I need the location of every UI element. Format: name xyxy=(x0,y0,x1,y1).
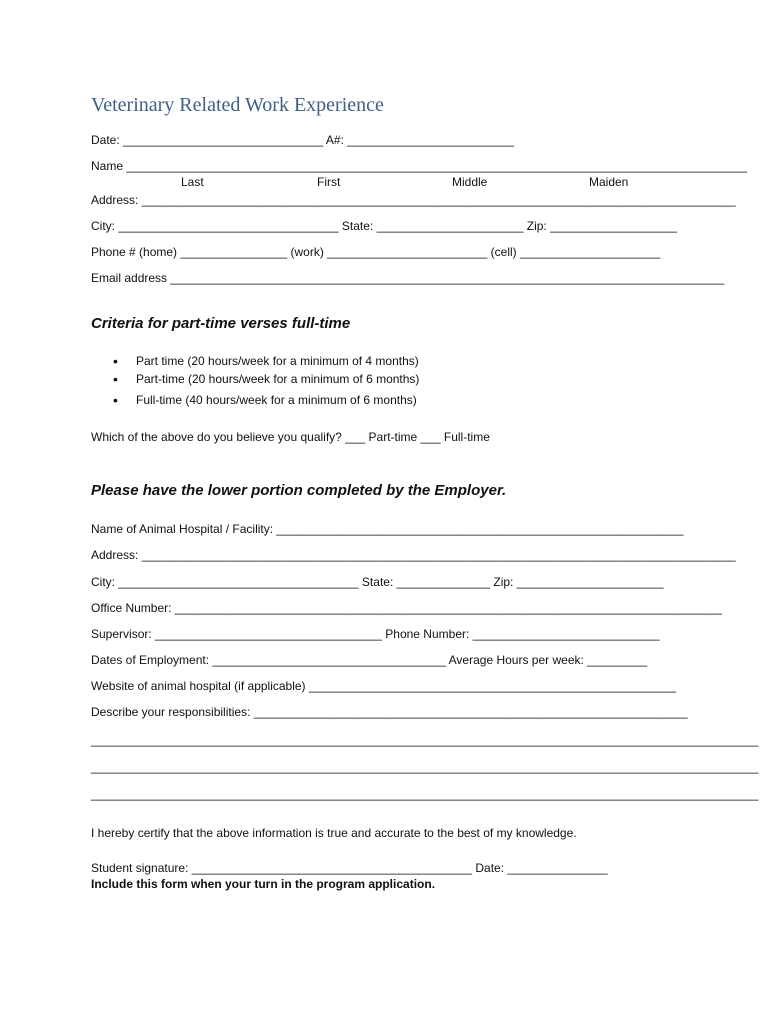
criteria-item: • Part-time (20 hours/week for a minimum of 6 months) xyxy=(113,372,419,393)
phone-fields[interactable]: Phone # (home) ________________ (work) ________________________ (cell) _____________________ xyxy=(91,245,661,259)
page-title: Veterinary Related Work Experience xyxy=(91,94,384,116)
employment-dates-hours-field[interactable]: Dates of Employment: ___________________________________ Average Hours per week: _________ xyxy=(91,653,648,667)
office-number-field[interactable]: Office Number: __________________________________________________________________________________ xyxy=(91,601,723,615)
responsibilities-field[interactable]: Describe your responsibilities: _________________________________________________________________ xyxy=(91,705,688,719)
criteria-item: • Full-time (40 hours/week for a minimum of 6 months) xyxy=(113,393,419,411)
name-sublabel-last: Last xyxy=(181,175,204,189)
date-a-number-field[interactable]: Date: ______________________________ A#: _________________________ xyxy=(91,133,515,147)
name-sublabel-middle: Middle xyxy=(452,175,488,189)
signature-date-field[interactable]: Student signature: __________________________________________ Date: _______________ xyxy=(91,861,608,875)
criteria-heading: Criteria for part-time verses full-time xyxy=(91,315,351,332)
include-form-note: Include this form when your turn in the program application. xyxy=(91,877,436,891)
responsibilities-blank-line[interactable]: ____________________________________________________________________________________________________ xyxy=(91,733,759,747)
responsibilities-blank-line[interactable]: ____________________________________________________________________________________________________ xyxy=(91,787,759,801)
certification-statement: I hereby certify that the above information is true and accurate to the best of my knowledge. xyxy=(91,826,577,840)
employer-heading: Please have the lower portion completed by the Employer. xyxy=(91,482,507,499)
email-field[interactable]: Email address ___________________________________________________________________________________ xyxy=(91,271,725,285)
name-sublabel-first: First xyxy=(317,175,341,189)
facility-address-field[interactable]: Address: _________________________________________________________________________________________ xyxy=(91,548,736,562)
website-field[interactable]: Website of animal hospital (if applicable) _______________________________________________________ xyxy=(91,679,676,693)
criteria-item: • Part time (20 hours/week for a minimum of 4 months) xyxy=(113,354,419,372)
name-sublabel-maiden: Maiden xyxy=(589,175,629,189)
responsibilities-blank-line[interactable]: ____________________________________________________________________________________________________ xyxy=(91,760,759,774)
student-city-state-zip-field[interactable]: City: _________________________________ State: ______________________ Zip: ___________________ xyxy=(91,219,677,233)
facility-city-state-zip-field[interactable]: City: ____________________________________ State: ______________ Zip: ______________________ xyxy=(91,575,664,589)
qualify-question-field[interactable]: Which of the above do you believe you qualify? ___ Part-time ___ Full-time xyxy=(91,430,490,444)
facility-name-field[interactable]: Name of Animal Hospital / Facility: _____________________________________________________________ xyxy=(91,522,684,536)
criteria-list xyxy=(113,354,419,411)
name-field[interactable]: Name _____________________________________________________________________________________________ xyxy=(91,159,748,173)
supervisor-phone-field[interactable]: Supervisor: __________________________________ Phone Number: ____________________________ xyxy=(91,627,660,641)
student-address-field[interactable]: Address: _________________________________________________________________________________________ xyxy=(91,193,736,207)
